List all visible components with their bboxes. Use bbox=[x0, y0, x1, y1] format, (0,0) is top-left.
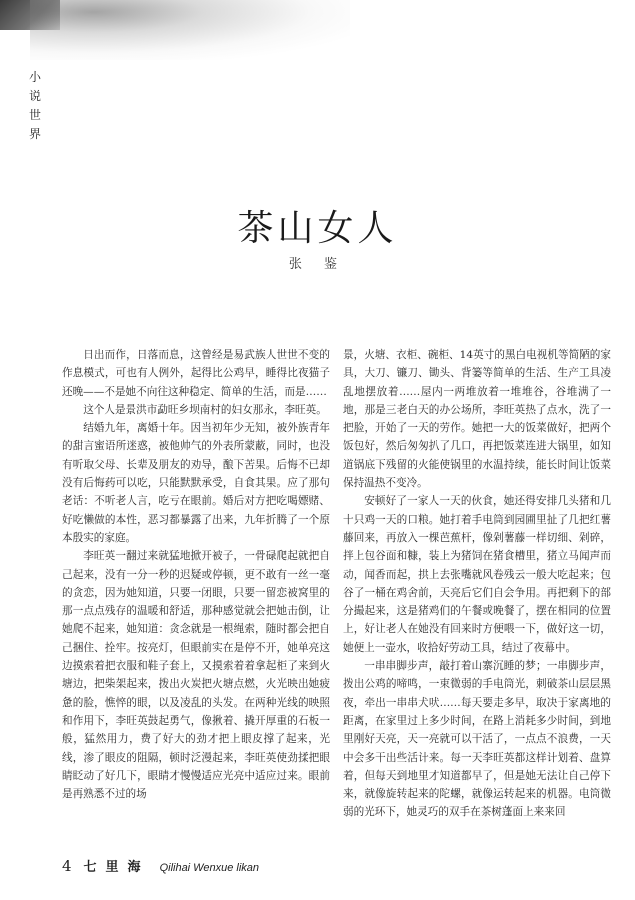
section-label-char: 界 bbox=[28, 127, 41, 141]
page-footer bbox=[62, 856, 259, 875]
magazine-name-cn: 七里海 bbox=[83, 860, 150, 875]
section-label bbox=[27, 68, 43, 144]
section-label-char: 说 bbox=[28, 89, 41, 103]
page-number: 4 bbox=[62, 857, 72, 875]
left-text-column bbox=[62, 346, 330, 803]
paragraph: 日出而作，日落而息，这曾经是易武族人世世不变的作息模式，可也有人例外，起得比公鸡早，睡得比夜猫子还晚——不是她不向往这种稳定、简单的生活，而是…… bbox=[62, 349, 330, 398]
right-text-column bbox=[343, 346, 611, 822]
paragraph: 这个人是景洪市勐旺乡坝南村的妇女那永，李旺英。 bbox=[83, 403, 327, 416]
paragraph-continuation: 景，火塘、衣柜、碗柜、14英寸的黑白电视机等简陋的家具，大刀、镰刀、锄头、背篓等简单的生活、生产工具凌乱地摆放着……屋内一两堆放着一堆堆谷，谷堆满了一地，那是三老白天的办公场所，李旺英热了点水，洗了一把脸，开始了一天的劳作。她把一大的饭菜做好，把两个饭包好，然后匆匆扒了几口，再把饭菜连进大锅里，如知道锅底下残留的火能使锅里的水温持续，能长时间让饭菜保持温热不变冷。 bbox=[343, 349, 611, 490]
article-author: 张 鉴 bbox=[288, 257, 347, 272]
magazine-name-en: Qilihai Wenxue likan bbox=[159, 862, 260, 874]
header-ink-wash-decoration bbox=[30, 0, 350, 60]
section-label-char: 小 bbox=[28, 70, 41, 84]
paragraph: 结婚九年，离婚十年。因当初年少无知，被外族青年的甜言蜜语所迷惑，被他帅气的外表所蒙蔽，同时，也没有听取父母、长辈及朋友的劝导，酿下苦果。后悔不已却没有后悔药可以吃，只能默默承受，自食其果。应了那句老话：不听老人言，吃亏在眼前。婚后对方把吃喝嫖赌、好吃懒做的本性，恶习都暴露了出来，九年折腾了一个原本殷实的家庭。 bbox=[62, 422, 330, 544]
section-label-char: 世 bbox=[28, 108, 41, 122]
paragraph: 李旺英一翻过来就猛地掀开被子，一骨碌爬起就把自己起来，没有一分一秒的迟疑或停顿，更不敢有一丝一毫的贪恋，因为她知道，只要一闭眼，只要一留恋被窝里的那一点点残存的温暖和舒适，那种感觉就会把她击倒，让她爬不起来，她知道：贪念就是一根绳索，随时都会把自己捆住、拴牢。按亮灯，但眼前实在是停不开，她单亮这边摸索着把衣服和鞋子套上，又摸索着着拿起柜了来到火塘边，把柴架起来，拨出火炭把火塘点燃，火光映出她疲惫的脸，憔悴的眼，以及凌乱的头发。在两种光线的映照和作用下，李旺英鼓起勇气，像揪着、撬开厚重的石板一般，猛然用力，费了好大的劲才把上眼皮撑了起来，光线，渗了眼皮的阻隔，顿时泛漫起来，李旺英使劲揉把眼睛眨动了好几下，眼睛才慢慢适应光亮中适应过来。眼前是再熟悉不过的场 bbox=[62, 550, 330, 801]
paragraph: 一串串脚步声，敲打着山寨沉睡的梦；一串脚步声，拨出公鸡的啼鸣，一束微弱的手电筒光，刺破茶山层层黑夜，牵出一串串犬吠……每天要走多早，取决于家离地的距离，在家里过上多少时间，在路上消耗多少时间，到地里刚好天亮，天一亮就可以干活了，一点点不浪费，一天中会多干出些活计来。每一天李旺英都这样计划着、盘算着，但每天到地里才知道都早了，但是她无法让自己停下来，就像旋转起来的陀螺，就像运转起来的机器。电筒微弱的光环下，她灵巧的双手在茶树蓬面上来来回 bbox=[343, 660, 611, 819]
article-title: 茶山女人 bbox=[237, 208, 398, 249]
paragraph: 安顿好了一家人一天的伙食，她还得安排几头猪和几十只鸡一天的口粮。她打着手电筒到园圃里扯了几把红薯藤回来，再放入一棵芭蕉杆，像剁薯藤一样切细、剁碎，拌上包谷面和糠，装上为猪饲在猪食槽里，猪立马闻声而动，闻香而起，拱上去张嘴就风卷残云一般大吃起来；包谷了一桶在鸡舍前，天亮后它们自会争用。再把剩下的部分撮起来，这是猪鸡们的午餐或晚餐了，摆在相同的位置上，好让老人在她没有回来时方便喂一下，做好这一切，她便上一壶水，收拾好劳动工具，结过了夜幕中。 bbox=[343, 495, 611, 654]
